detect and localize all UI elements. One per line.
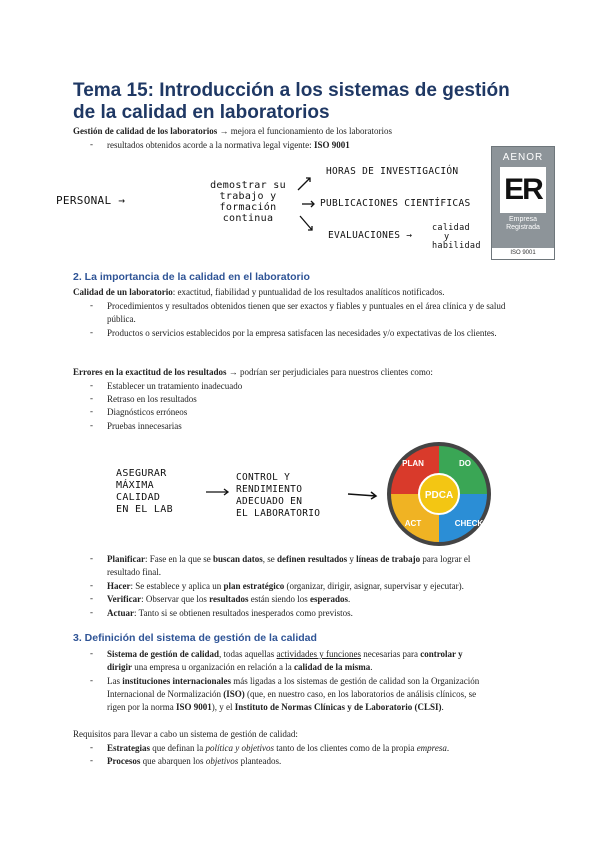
bullet-dash: - — [90, 420, 93, 430]
importance-bullet-1: Procedimientos y resultados obtenidos tienen que ser exactos y fiables y puntuales en el área clínica y de salud pública. — [107, 301, 506, 324]
pdca-actuar: Actuar: Tanto si se obtienen resultados inesperados como previstos. — [107, 608, 353, 618]
aenor-caption: Empresa Registrada — [506, 216, 540, 231]
page-title: Tema 15: Introducción a los sistemas de gestión de la calidad en laboratorios — [73, 80, 510, 123]
section-3-title: 3. Definición del sistema de gestión de la calidad — [73, 632, 317, 644]
handwritten-diagram-personal — [52, 152, 490, 256]
bullet-dash: - — [90, 300, 93, 310]
diagram-demostrar: demostrar su trabajo y formación continua — [210, 180, 286, 224]
calidad-definition: Calidad de un laboratorio: exactitud, fiabilidad y puntualidad de los resultados analíticos notificados. — [73, 287, 445, 297]
diagram-personal: PERSONAL → — [56, 194, 126, 207]
bullet-dash: - — [90, 755, 93, 765]
pdca-act-label: ACT — [404, 519, 422, 528]
handwritten-diagram-calidad — [110, 440, 380, 540]
bullet-dash: - — [90, 742, 93, 752]
pdca-plan-label: PLAN — [402, 459, 424, 468]
bullet-dash: - — [90, 593, 93, 603]
errors-heading: Errores en la exactitud de los resultados → podrían ser perjudiciales para nuestros clientes como: — [73, 367, 433, 377]
requirement-estrategias: Estrategias que definan la política y objetivos tanto de los clientes como de la propia empresa. — [107, 743, 450, 753]
error-item: Diagnósticos erróneos — [107, 407, 188, 417]
diagram-calidad-habilidad: calidad y habilidad — [432, 223, 481, 251]
importance-bullet-2: Productos o servicios establecidos por la empresa satisfacen las necesidades y/o expectativas de los clientes. — [107, 328, 497, 338]
aenor-text: AENOR — [502, 152, 544, 163]
diagram2-asegurar: ASEGURAR MÁXIMA CALIDAD EN EL LAB — [116, 468, 173, 515]
pdca-center-label: PDCA — [424, 490, 454, 501]
er-mark-icon: ER — [500, 167, 546, 213]
error-item: Retraso en los resultados — [107, 394, 197, 404]
pdca-check-label: CHECK — [454, 519, 484, 528]
pdca-planificar: Planificar: Fase en la que se buscan datos, se definen resultados y líneas de trabajo para lograr el resultado final. — [107, 554, 471, 577]
aenor-iso: ISO 9001 — [492, 248, 554, 259]
bullet-dash: - — [90, 139, 93, 149]
pdca-cycle-icon — [385, 440, 493, 548]
diagram-branch-horas: HORAS DE INVESTIGACIÓN — [326, 166, 459, 177]
pdca-cycle-image — [385, 440, 493, 548]
intro-bullet: resultados obtenidos acorde a la normativa legal vigente: ISO 9001 — [107, 140, 350, 150]
bullet-dash: - — [90, 406, 93, 416]
bullet-dash: - — [90, 380, 93, 390]
diagram-branch-evaluaciones: EVALUACIONES → — [328, 230, 413, 241]
pdca-hacer: Hacer: Se establece y aplica un plan estratégico (organizar, dirigir, asignar, supervisar y ejecutar). — [107, 581, 464, 591]
diagram2-control: CONTROL Y RENDIMIENTO ADECUADO EN EL LABORATORIO — [236, 472, 321, 519]
bullet-dash: - — [90, 327, 93, 337]
pdca-do-label: DO — [459, 459, 471, 468]
international-institutions: Las instituciones internacionales más ligadas a los sistemas de gestión de calidad son la Organización Internacional de Normalización (ISO) (que, en nuestro caso, en los laboratorios de análisis clínicos, se rigen por la norma ISO 9001), y el Instituto de Normas Clínicas y de Laboratorio (CLSI). — [107, 676, 480, 712]
bullet-dash: - — [90, 553, 93, 563]
aenor-logo — [491, 146, 555, 260]
section-2-title: 2. La importancia de la calidad en el laboratorio — [73, 271, 310, 283]
error-item: Establecer un tratamiento inadecuado — [107, 381, 243, 391]
bullet-dash: - — [90, 607, 93, 617]
bullet-dash: - — [90, 393, 93, 403]
bullet-dash: - — [90, 648, 93, 658]
sgc-definition: Sistema de gestión de calidad, todas aquellas actividades y funciones necesarias para controlar y dirigir una empresa u organización en relación a la calidad de la misma. — [107, 649, 463, 672]
pdca-verificar: Verificar: Observar que los resultados están siendo los esperados. — [107, 594, 351, 604]
error-item: Pruebas innecesarias — [107, 421, 182, 431]
intro-heading: Gestión de calidad de los laboratorios → mejora el funcionamiento de los laboratorios — [73, 126, 392, 136]
requirements-intro: Requisitos para llevar a cabo un sistema de gestión de calidad: — [73, 729, 298, 739]
diagram-branch-publicaciones: PUBLICACIONES CIENTÍFICAS — [320, 198, 471, 209]
bullet-dash: - — [90, 580, 93, 590]
requirement-procesos: Procesos que abarquen los objetivos planteados. — [107, 756, 282, 766]
bullet-dash: - — [90, 675, 93, 685]
